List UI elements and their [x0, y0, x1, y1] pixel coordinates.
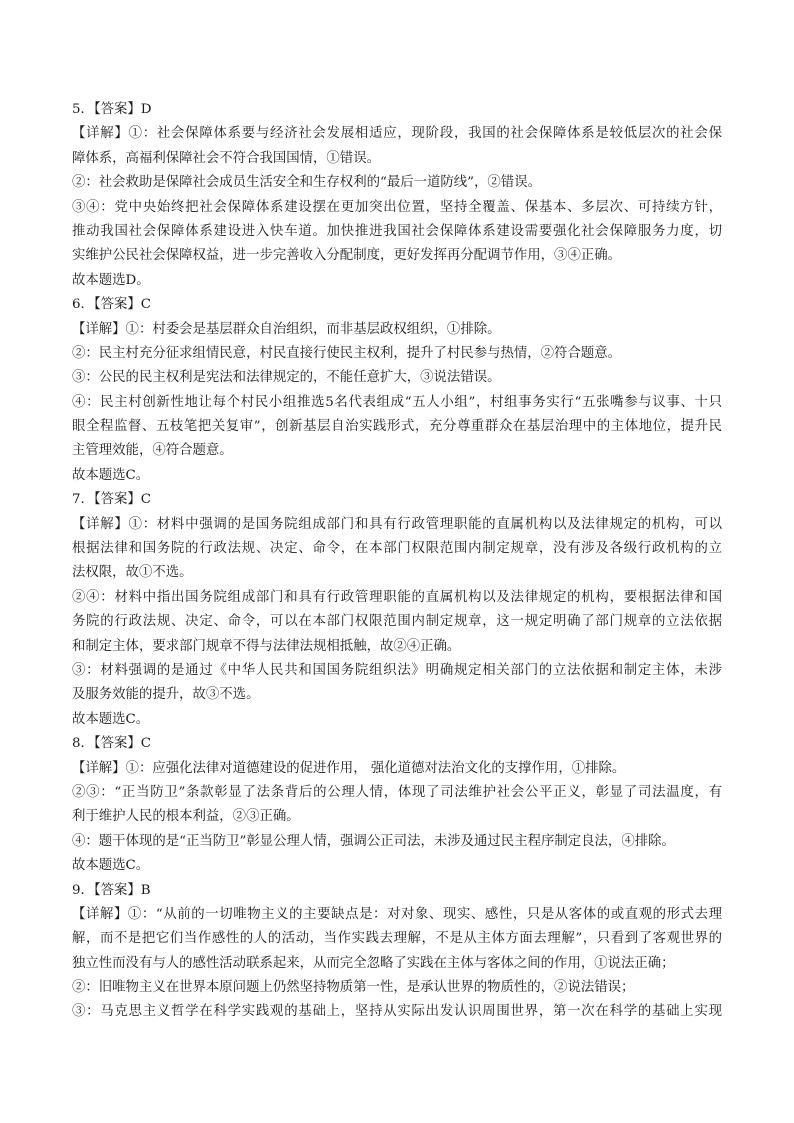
text-line-q9-l1: 【详解】①：“从前的一切唯物主义的主要缺点是：对对象、现实、感性，只是从客体的或直观的形式去理 — [72, 906, 722, 922]
text-line-q6-end: 故本题选C。 — [72, 467, 150, 483]
text-line-q7-l4: ②④：材料中指出国务院组成部门和具有行政管理职能的直属机构以及法律规定的机构，要根据法律和国 — [72, 589, 722, 605]
text-line-q7-answer: 7．【答案】C — [72, 492, 152, 508]
text-line-q5-l2: 障体系，高福利保障社会不符合我国国情，①错误。 — [72, 150, 380, 166]
text-line-q6-l3: ③：公民的民主权利是宪法和法律规定的，不能任意扩大，③说法错误。 — [72, 370, 501, 386]
text-line-q7-l5: 务院的行政法规、决定、命令，可以在本部门权限范围内制定规章，这一规定明确了部门规章的立法依据 — [72, 614, 722, 630]
text-line-q8-l2: ②③：“正当防卫”条款彰显了法条背后的公理人情，体现了司法维护社会公平正义，彰显了司法温度，有 — [72, 784, 722, 800]
text-line-q7-l3: 法权限，故①不选。 — [72, 565, 193, 581]
text-line-q9-l2: 解，而不是把它们当作感性的人的活动，当作实践去理解，不是从主体方面去理解”，只看到了客观世界的 — [72, 931, 722, 947]
text-line-q8-l1: 【详解】①：应强化法律对道德建设的促进作用， 强化道德对法治文化的支撑作用，①排除。 — [72, 760, 626, 776]
text-line-q7-l8: 及服务效能的提升，故③不选。 — [72, 687, 260, 703]
text-line-q6-l6: 主管理效能，④符合题意。 — [72, 443, 233, 459]
text-line-q8-l3: 利于维护人民的根本利益，②③正确。 — [72, 809, 300, 825]
text-line-q7-l7: ③：材料强调的是通过《中华人民共和国国务院组织法》明确规定相关部门的立法依据和制定主体，未涉 — [72, 662, 722, 678]
text-line-q8-l4: ④：题干体现的是“正当防卫”彰显公理人情，强调公正司法，未涉及通过民主程序制定良法，④排除。 — [72, 833, 675, 849]
text-line-q7-end: 故本题选C。 — [72, 711, 150, 727]
text-line-q9-l5: ③：马克思主义哲学在科学实践观的基础上，坚持从实际出发认识周围世界，第一次在科学的基础上实现 — [72, 1004, 722, 1020]
text-line-q6-l1: 【详解】①：村委会是基层群众自治组织，而非基层政权组织，①排除。 — [72, 321, 501, 337]
text-line-q6-l2: ②：民主村充分征求组情民意，村民直接行使民主权利，提升了村民参与热情，②符合题意。 — [72, 345, 622, 361]
text-line-q6-answer: 6．【答案】C — [72, 297, 152, 313]
answer-explanation-page — [72, 98, 722, 1025]
text-line-q9-l4: ②：旧唯物主义在世界本原问题上仍然坚持物质第一性，是承认世界的物质性的，②说法错误； — [72, 980, 635, 996]
text-line-q5-answer: 5．【答案】D — [72, 102, 152, 117]
text-line-q8-end: 故本题选C。 — [72, 858, 150, 874]
text-line-q5-l1: 【详解】①：社会保障体系要与经济社会发展相适应，现阶段，我国的社会保障体系是较低层次的社会保 — [72, 126, 722, 142]
text-line-q5-l4: ③④：党中央始终把社会保障体系建设摆在更加突出位置，坚持全覆盖、保基本、多层次、可持续方针， — [72, 199, 722, 215]
text-line-q7-l6: 和制定主体，要求部门规章不得与法律法规相抵触，故②④正确。 — [72, 638, 461, 654]
text-line-q7-l2: 根据法律和国务院的行政法规、决定、命令，在本部门权限范围内制定规章，没有涉及各级行政机构的立 — [72, 541, 722, 557]
text-line-q5-end: 故本题选D。 — [72, 272, 150, 288]
text-line-q5-l6: 实维护公民社会保障权益，进一步完善收入分配制度，更好发挥再分配调节作用，③④正确。 — [72, 248, 622, 264]
text-line-q5-l3: ②：社会救助是保障社会成员生活安全和生存权利的“最后一道防线”，②错误。 — [72, 175, 541, 191]
text-line-q8-answer: 8．【答案】C — [72, 736, 152, 752]
text-line-q6-l5: 眼全程监督、五枝笔把关复审”，创新基层自治实践形式，充分尊重群众在基层治理中的主体地位，提升民 — [72, 419, 722, 435]
text-line-q9-answer: 9．【答案】B — [72, 882, 151, 898]
text-line-q5-l5: 推动我国社会保障体系建设进入快车道。加快推进我国社会保障体系建设需要强化社会保障服务力度，切 — [72, 223, 722, 239]
text-line-q6-l4: ④：民主村创新性地让每个村民小组推选5名代表组成“五人小组”，村组事务实行“五张嘴参与议事、十只 — [72, 394, 722, 410]
text-line-q7-l1: 【详解】①：材料中强调的是国务院组成部门和具有行政管理职能的直属机构以及法律规定的机构，可以 — [72, 516, 722, 532]
text-line-q9-l3: 独立性而没有与人的感性活动联系起来，从而完全忽略了实践在主体与客体之间的作用，①说法正确； — [72, 955, 675, 971]
